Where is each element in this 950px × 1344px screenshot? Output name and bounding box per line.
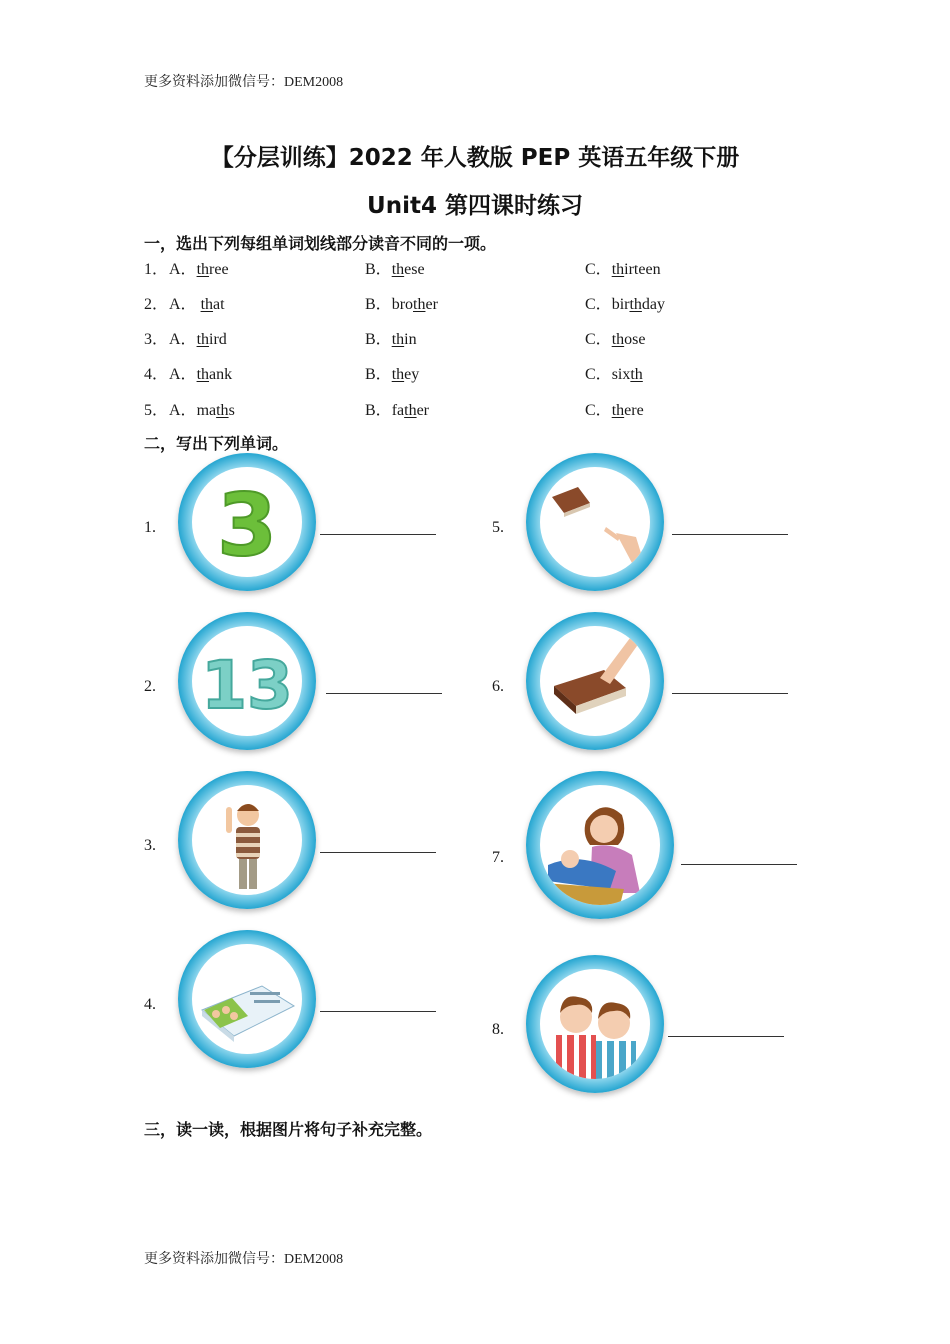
- twin-brothers-icon: [526, 955, 664, 1093]
- section-3-heading: 三，读一读，根据图片将句子补充完整。: [144, 1120, 433, 1139]
- answer-blank[interactable]: [681, 863, 797, 865]
- waving-boy-icon: [178, 771, 316, 909]
- item-number: 3.: [144, 837, 156, 854]
- underlined-letters: th: [200, 296, 214, 313]
- underlined-letters: th: [196, 331, 210, 348]
- document-title: 【分层训练】2022 年人教版 PEP 英语五年级下册: [210, 145, 740, 171]
- maths-book-icon: [178, 930, 316, 1068]
- option-b: B．father: [365, 402, 430, 419]
- option-a: A．maths: [169, 402, 235, 419]
- option-b: B．brother: [365, 296, 438, 313]
- underlined-letters: th: [216, 402, 229, 419]
- option-c: C．sixth: [585, 366, 643, 383]
- option-b: B．they: [365, 366, 420, 383]
- answer-blank[interactable]: [672, 692, 788, 694]
- item-number: 4.: [144, 996, 156, 1013]
- underlined-letters: th: [630, 366, 643, 383]
- option-c: C．thirteen: [585, 261, 661, 278]
- page-footer: 更多资料添加微信号：DEM2008: [144, 1252, 344, 1267]
- option-c: C．birthday: [585, 296, 666, 313]
- answer-blank[interactable]: [320, 851, 436, 853]
- question-number: 2．: [144, 296, 169, 313]
- section-1-heading: 一，选出下列每组单词划线部分读音不同的一项。: [144, 234, 497, 253]
- underlined-letters: th: [391, 261, 405, 278]
- underlined-letters: th: [413, 296, 426, 313]
- question-number: 1．: [144, 261, 169, 278]
- question-row: [144, 326, 844, 348]
- number-thirteen-icon: [178, 612, 316, 750]
- option-b: B．thin: [365, 331, 417, 348]
- underlined-letters: th: [391, 331, 405, 348]
- item-number: 7.: [492, 849, 504, 866]
- underlined-letters: th: [196, 261, 210, 278]
- question-row: [144, 291, 844, 313]
- answer-blank[interactable]: [320, 533, 436, 535]
- answer-blank[interactable]: [326, 692, 442, 694]
- mother-and-baby-icon: [526, 771, 674, 919]
- question-row: [144, 361, 844, 383]
- item-number: 1.: [144, 519, 156, 536]
- question-number: 4．: [144, 366, 169, 383]
- question-number: 5．: [144, 402, 169, 419]
- question-number: 3．: [144, 331, 169, 348]
- item-number: 5.: [492, 519, 504, 536]
- number-three-icon: [178, 453, 316, 591]
- item-number: 8.: [492, 1021, 504, 1038]
- underlined-letters: th: [391, 366, 405, 383]
- underlined-letters: th: [611, 402, 625, 419]
- option-a: A．third: [169, 331, 227, 348]
- hand-pointing-at-book-icon: [526, 453, 664, 591]
- option-a: A． that: [169, 296, 225, 313]
- underlined-letters: th: [404, 402, 417, 419]
- item-number: 6.: [492, 678, 504, 695]
- section-2-heading: 二，写出下列单词。: [144, 434, 289, 453]
- underlined-letters: th: [196, 366, 210, 383]
- option-c: C．those: [585, 331, 646, 348]
- option-c: C．there: [585, 402, 644, 419]
- question-row: [144, 397, 844, 419]
- underlined-letters: th: [629, 296, 642, 313]
- svg-text:13: 13: [201, 647, 293, 724]
- page-header: 更多资料添加微信号：DEM2008: [144, 75, 344, 90]
- answer-blank[interactable]: [320, 1010, 436, 1012]
- document-subtitle: Unit4 第四课时练习: [367, 193, 583, 219]
- answer-blank[interactable]: [668, 1035, 784, 1037]
- answer-blank[interactable]: [672, 533, 788, 535]
- underlined-letters: th: [611, 331, 625, 348]
- option-a: A．three: [169, 261, 229, 278]
- underlined-letters: th: [611, 261, 625, 278]
- item-number: 2.: [144, 678, 156, 695]
- svg-text:3: 3: [217, 476, 277, 576]
- option-a: A．thank: [169, 366, 233, 383]
- option-b: B．these: [365, 261, 425, 278]
- question-row: [144, 256, 844, 278]
- hand-on-book-icon: [526, 612, 664, 750]
